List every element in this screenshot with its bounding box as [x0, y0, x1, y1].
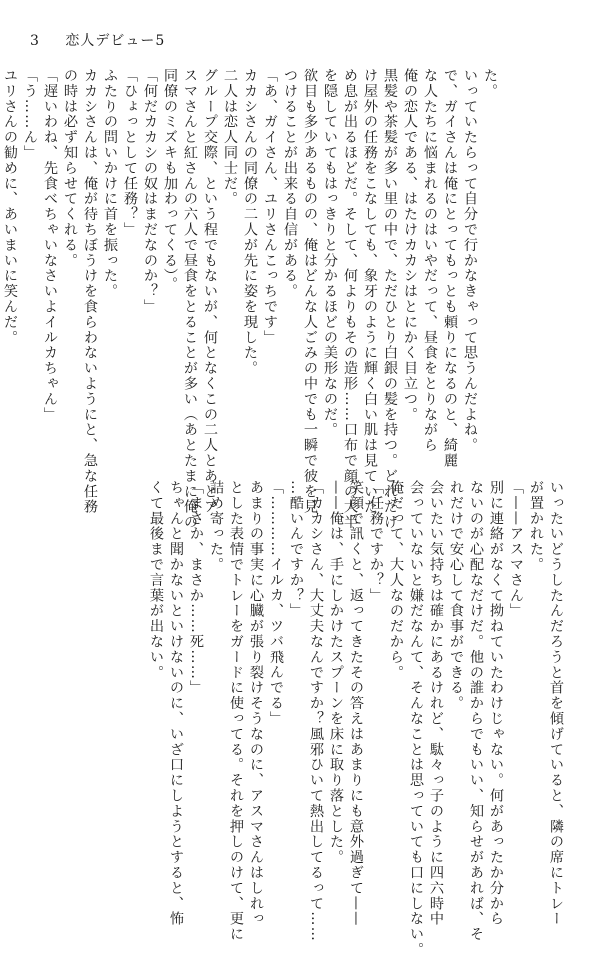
text-line: な人たちに悩まれるのはいやだって、昼食をとりながら — [422, 68, 438, 453]
text-line: 笑顔で訊くと、返ってきたその答えはあまりにも意外過ぎて—— — [348, 480, 364, 927]
text-line: 欲目も多少あるものの、俺はどんな人ごみの中でも一瞬で彼を見 — [302, 68, 318, 515]
text-line: あまりの事実に心臓が張り裂けそうなのに、アスマさんはしれっ — [248, 480, 264, 927]
text-line: 「何だカカシの奴はまだなのか？」 — [142, 68, 158, 315]
text-line: とした表情でトレーをガードに使ってる。それを押しのけて、更に — [228, 480, 244, 942]
text-line: カカシさんの同僚の二人が先に姿を現した。 — [242, 68, 258, 376]
text-line: いったいどうしたんだろうと首を傾げていると、隣の席にトレー — [548, 480, 564, 927]
text-line: 同僚のミズキも加わってくる）。 — [162, 68, 178, 292]
text-line: の時は必ず知らせてくれる。 — [62, 68, 78, 269]
text-line: 会っていないと嫌だなんて、そんなことは思っていても口にしない。 — [408, 480, 424, 957]
text-line: いっていたらって自分で行かなきゃって思うんだよね。 — [462, 68, 478, 453]
text-line: ユリさんの勧めに、あいまいに笑んだ。 — [2, 68, 18, 346]
text-line: 俺だって、大人なのだから。 — [388, 480, 404, 681]
text-line: 別に連絡がなくて拗ねていたわけじゃない。何があったか分から — [488, 480, 504, 927]
text-line: 「…………イルカ、ツバ飛んでる」 — [268, 480, 284, 727]
text-line: 「任務ですか？」 — [368, 480, 384, 604]
text-line: た。 — [482, 68, 498, 99]
text-line: 黒髪や茶髪が多い里の中で、ただひとり白銀の髪を持つ。どれだけ — [382, 68, 398, 530]
text-line: め息が出るほどだ。そして、何よりもその造形……口布で顔の大半 — [342, 68, 358, 530]
text-line: グループ交際、という程でもないが、何となくこの二人とあとア — [202, 68, 218, 515]
text-line: 俺の恋人である、はたけカカシはとにかく目立つ。 — [402, 68, 418, 423]
text-line: 詰め寄った。 — [208, 480, 224, 573]
text-line: カカシさんは、俺が待ちぼうけを食らわないようにと、急な任務 — [82, 68, 98, 515]
text-line: 二人は恋人同士だ。 — [222, 68, 238, 207]
text-line: れだけで安心して食事ができる。 — [448, 480, 464, 711]
text-line: 「まさか、まさか……死……」 — [188, 480, 204, 696]
text-line: ないのが心配なだけだ。他の誰からでもいい、知らせがあれば、そ — [468, 480, 484, 942]
text-line: を隠していてもはっきりと分かるほどの美形なのだ。 — [322, 68, 338, 438]
text-line: 「——アスマさん」 — [508, 480, 524, 619]
text-line: …酷いんですか？」 — [288, 480, 304, 619]
text-line: くて最後まで言葉が出ない。 — [148, 480, 164, 681]
text-line: 「遅いわね、先食べちゃいなさいよイルカちゃん」 — [42, 68, 58, 423]
text-line: が置かれた。 — [528, 480, 544, 573]
text-line: け屋外の任務をこなしても、象牙のように輝く白い肌は見ていた — [362, 68, 378, 515]
page-number: 3 — [30, 33, 40, 49]
text-line: ——俺は、手にしかけたスプーンを床に取り落とした。 — [328, 480, 344, 865]
text-line: 「ひょっとして任務？」 — [122, 68, 138, 238]
text-line: 「う……ん」 — [22, 68, 38, 161]
text-line: で、ガイさんは俺にとってもっとも頼りになるのと、綺麗 — [442, 68, 458, 469]
text-line: つけることが出来る自信がある。 — [282, 68, 298, 299]
text-line: ちゃんと聞かないといけないのに、いざ口にしようとすると、怖 — [168, 480, 184, 927]
text-line: ふたりの問いかけに首を振った。 — [102, 68, 118, 299]
text-line: スマさんと紅さんの六人で昼食をとることが多い（あとたまに俺の — [182, 68, 198, 530]
chapter-title: 恋人デビュー5 — [65, 33, 166, 49]
text-line: 「あ、ガイさん、ユリさんこっちです」 — [262, 68, 278, 346]
page-header — [30, 30, 185, 50]
bottom-text-block — [146, 480, 566, 957]
text-line: 「カカシさん、大丈夫なんですか？風邪ひいて熱出してるって…… — [308, 480, 324, 942]
text-line: 会いたい気持ちは確かにあるけれど、駄々っ子のように四六時中 — [428, 480, 444, 927]
